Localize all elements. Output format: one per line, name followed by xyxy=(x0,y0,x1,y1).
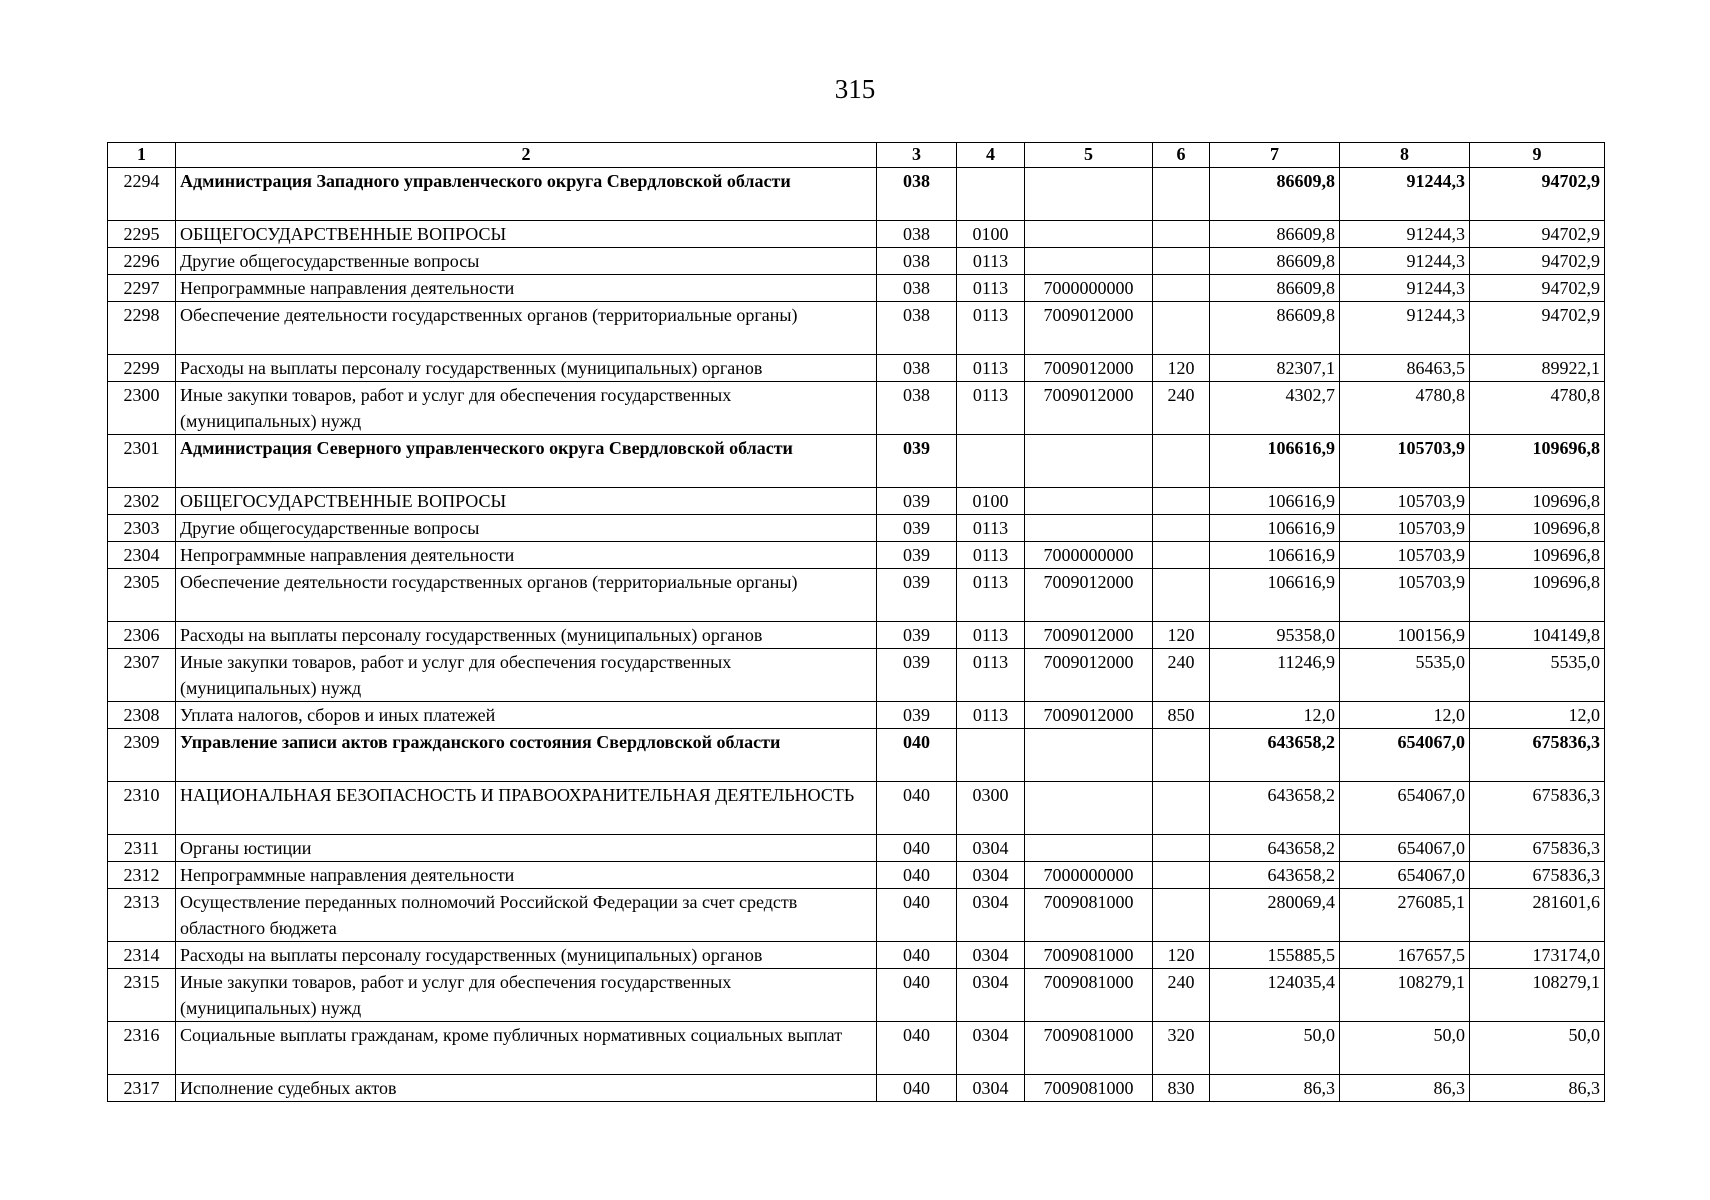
row-name: Иные закупки товаров, работ и услуг для обеспечения государственных (муниципальных) нужд xyxy=(176,382,877,435)
ministry-code: 038 xyxy=(877,221,957,248)
section-code: 0113 xyxy=(957,275,1025,302)
amount-year-2: 276085,1 xyxy=(1340,889,1470,942)
ministry-code: 038 xyxy=(877,248,957,275)
amount-year-1: 124035,4 xyxy=(1210,969,1340,1022)
column-header: 9 xyxy=(1470,143,1605,168)
target-article-code: 7009081000 xyxy=(1025,942,1153,969)
section-code: 0304 xyxy=(957,1075,1025,1102)
row-name: Иные закупки товаров, работ и услуг для обеспечения государственных (муниципальных) нужд xyxy=(176,969,877,1022)
amount-year-1: 106616,9 xyxy=(1210,488,1340,515)
ministry-code: 038 xyxy=(877,168,957,221)
row-number: 2307 xyxy=(108,649,176,702)
expense-type-code xyxy=(1153,782,1210,835)
row-number: 2305 xyxy=(108,569,176,622)
expense-type-code xyxy=(1153,221,1210,248)
row-name: Исполнение судебных актов xyxy=(176,1075,877,1102)
section-code: 0304 xyxy=(957,889,1025,942)
amount-year-1: 11246,9 xyxy=(1210,649,1340,702)
amount-year-2: 105703,9 xyxy=(1340,488,1470,515)
table-row xyxy=(108,435,1605,488)
column-header: 8 xyxy=(1340,143,1470,168)
target-article-code xyxy=(1025,835,1153,862)
amount-year-3: 86,3 xyxy=(1470,1075,1605,1102)
amount-year-2: 86463,5 xyxy=(1340,355,1470,382)
amount-year-2: 100156,9 xyxy=(1340,622,1470,649)
expense-type-code xyxy=(1153,862,1210,889)
section-code xyxy=(957,168,1025,221)
expense-type-code xyxy=(1153,168,1210,221)
section-code: 0113 xyxy=(957,702,1025,729)
amount-year-3: 94702,9 xyxy=(1470,275,1605,302)
table-row xyxy=(108,168,1605,221)
amount-year-3: 675836,3 xyxy=(1470,782,1605,835)
amount-year-2: 654067,0 xyxy=(1340,729,1470,782)
amount-year-3: 281601,6 xyxy=(1470,889,1605,942)
amount-year-2: 50,0 xyxy=(1340,1022,1470,1075)
target-article-code xyxy=(1025,168,1153,221)
amount-year-1: 95358,0 xyxy=(1210,622,1340,649)
amount-year-2: 105703,9 xyxy=(1340,435,1470,488)
expense-type-code xyxy=(1153,515,1210,542)
row-number: 2298 xyxy=(108,302,176,355)
target-article-code: 7000000000 xyxy=(1025,275,1153,302)
amount-year-2: 654067,0 xyxy=(1340,862,1470,889)
ministry-code: 040 xyxy=(877,729,957,782)
row-number: 2297 xyxy=(108,275,176,302)
row-number: 2296 xyxy=(108,248,176,275)
row-name: Органы юстиции xyxy=(176,835,877,862)
amount-year-1: 86609,8 xyxy=(1210,248,1340,275)
expense-type-code: 120 xyxy=(1153,942,1210,969)
expense-type-code: 240 xyxy=(1153,649,1210,702)
expense-type-code: 240 xyxy=(1153,382,1210,435)
column-header: 5 xyxy=(1025,143,1153,168)
expense-type-code xyxy=(1153,542,1210,569)
amount-year-2: 167657,5 xyxy=(1340,942,1470,969)
section-code: 0300 xyxy=(957,782,1025,835)
column-header: 4 xyxy=(957,143,1025,168)
ministry-code: 039 xyxy=(877,702,957,729)
amount-year-2: 91244,3 xyxy=(1340,248,1470,275)
row-number: 2310 xyxy=(108,782,176,835)
row-number: 2301 xyxy=(108,435,176,488)
amount-year-2: 91244,3 xyxy=(1340,168,1470,221)
section-code xyxy=(957,729,1025,782)
row-number: 2294 xyxy=(108,168,176,221)
amount-year-2: 654067,0 xyxy=(1340,835,1470,862)
row-number: 2300 xyxy=(108,382,176,435)
expense-type-code: 320 xyxy=(1153,1022,1210,1075)
target-article-code: 7009081000 xyxy=(1025,1075,1153,1102)
section-code: 0113 xyxy=(957,382,1025,435)
expense-type-code: 120 xyxy=(1153,622,1210,649)
table-row xyxy=(108,515,1605,542)
table-row xyxy=(108,969,1605,1022)
row-number: 2313 xyxy=(108,889,176,942)
row-name: Обеспечение деятельности государственных органов (территориальные органы) xyxy=(176,569,877,622)
section-code: 0304 xyxy=(957,1022,1025,1075)
section-code: 0113 xyxy=(957,355,1025,382)
table-body xyxy=(108,168,1605,1102)
budget-table xyxy=(107,142,1605,1102)
table-row xyxy=(108,622,1605,649)
expense-type-code xyxy=(1153,729,1210,782)
target-article-code xyxy=(1025,515,1153,542)
row-name: ОБЩЕГОСУДАРСТВЕННЫЕ ВОПРОСЫ xyxy=(176,488,877,515)
ministry-code: 038 xyxy=(877,382,957,435)
amount-year-1: 280069,4 xyxy=(1210,889,1340,942)
ministry-code: 039 xyxy=(877,488,957,515)
target-article-code: 7009012000 xyxy=(1025,569,1153,622)
target-article-code xyxy=(1025,488,1153,515)
row-number: 2299 xyxy=(108,355,176,382)
table-row xyxy=(108,302,1605,355)
amount-year-1: 86609,8 xyxy=(1210,168,1340,221)
row-number: 2317 xyxy=(108,1075,176,1102)
amount-year-2: 654067,0 xyxy=(1340,782,1470,835)
amount-year-2: 105703,9 xyxy=(1340,515,1470,542)
ministry-code: 040 xyxy=(877,782,957,835)
amount-year-1: 106616,9 xyxy=(1210,542,1340,569)
amount-year-3: 109696,8 xyxy=(1470,435,1605,488)
section-code: 0113 xyxy=(957,649,1025,702)
row-name: Расходы на выплаты персоналу государственных (муниципальных) органов xyxy=(176,942,877,969)
ministry-code: 039 xyxy=(877,569,957,622)
column-header: 1 xyxy=(108,143,176,168)
target-article-code xyxy=(1025,248,1153,275)
amount-year-1: 643658,2 xyxy=(1210,862,1340,889)
target-article-code: 7000000000 xyxy=(1025,542,1153,569)
amount-year-1: 155885,5 xyxy=(1210,942,1340,969)
row-name: Иные закупки товаров, работ и услуг для обеспечения государственных (муниципальных) нужд xyxy=(176,649,877,702)
ministry-code: 040 xyxy=(877,835,957,862)
header-row xyxy=(108,143,1605,168)
target-article-code: 7000000000 xyxy=(1025,862,1153,889)
expense-type-code xyxy=(1153,889,1210,942)
section-code: 0113 xyxy=(957,302,1025,355)
section-code: 0304 xyxy=(957,862,1025,889)
ministry-code: 038 xyxy=(877,302,957,355)
amount-year-3: 675836,3 xyxy=(1470,862,1605,889)
expense-type-code xyxy=(1153,302,1210,355)
amount-year-3: 94702,9 xyxy=(1470,302,1605,355)
amount-year-3: 109696,8 xyxy=(1470,542,1605,569)
ministry-code: 039 xyxy=(877,649,957,702)
ministry-code: 039 xyxy=(877,542,957,569)
amount-year-1: 4302,7 xyxy=(1210,382,1340,435)
row-number: 2312 xyxy=(108,862,176,889)
amount-year-3: 109696,8 xyxy=(1470,569,1605,622)
amount-year-3: 94702,9 xyxy=(1470,168,1605,221)
row-number: 2311 xyxy=(108,835,176,862)
row-name: ОБЩЕГОСУДАРСТВЕННЫЕ ВОПРОСЫ xyxy=(176,221,877,248)
table-row xyxy=(108,542,1605,569)
ministry-code: 040 xyxy=(877,942,957,969)
row-number: 2316 xyxy=(108,1022,176,1075)
row-name: Непрограммные направления деятельности xyxy=(176,862,877,889)
table-row xyxy=(108,355,1605,382)
amount-year-3: 50,0 xyxy=(1470,1022,1605,1075)
ministry-code: 040 xyxy=(877,969,957,1022)
section-code: 0304 xyxy=(957,835,1025,862)
expense-type-code xyxy=(1153,488,1210,515)
table-row xyxy=(108,221,1605,248)
ministry-code: 039 xyxy=(877,435,957,488)
amount-year-3: 89922,1 xyxy=(1470,355,1605,382)
expense-type-code: 830 xyxy=(1153,1075,1210,1102)
section-code: 0113 xyxy=(957,542,1025,569)
amount-year-1: 82307,1 xyxy=(1210,355,1340,382)
amount-year-2: 12,0 xyxy=(1340,702,1470,729)
target-article-code: 7009081000 xyxy=(1025,1022,1153,1075)
table-row xyxy=(108,569,1605,622)
target-article-code: 7009012000 xyxy=(1025,302,1153,355)
section-code: 0100 xyxy=(957,221,1025,248)
amount-year-3: 109696,8 xyxy=(1470,515,1605,542)
ministry-code: 040 xyxy=(877,889,957,942)
row-name: Управление записи актов гражданского состояния Свердловской области xyxy=(176,729,877,782)
table-row xyxy=(108,835,1605,862)
row-number: 2309 xyxy=(108,729,176,782)
ministry-code: 040 xyxy=(877,1075,957,1102)
table-row xyxy=(108,275,1605,302)
table-row xyxy=(108,248,1605,275)
table-row xyxy=(108,782,1605,835)
row-number: 2308 xyxy=(108,702,176,729)
amount-year-3: 108279,1 xyxy=(1470,969,1605,1022)
row-number: 2303 xyxy=(108,515,176,542)
table-row xyxy=(108,729,1605,782)
section-code: 0304 xyxy=(957,942,1025,969)
expense-type-code xyxy=(1153,435,1210,488)
row-number: 2306 xyxy=(108,622,176,649)
row-name: Расходы на выплаты персоналу государственных (муниципальных) органов xyxy=(176,622,877,649)
ministry-code: 038 xyxy=(877,355,957,382)
expense-type-code: 240 xyxy=(1153,969,1210,1022)
table-row xyxy=(108,889,1605,942)
section-code: 0100 xyxy=(957,488,1025,515)
ministry-code: 039 xyxy=(877,515,957,542)
amount-year-1: 86609,8 xyxy=(1210,275,1340,302)
table-row xyxy=(108,382,1605,435)
expense-type-code xyxy=(1153,248,1210,275)
ministry-code: 040 xyxy=(877,1022,957,1075)
ministry-code: 038 xyxy=(877,275,957,302)
section-code: 0113 xyxy=(957,569,1025,622)
row-name: Социальные выплаты гражданам, кроме публичных нормативных социальных выплат xyxy=(176,1022,877,1075)
amount-year-3: 94702,9 xyxy=(1470,248,1605,275)
target-article-code xyxy=(1025,782,1153,835)
row-name: НАЦИОНАЛЬНАЯ БЕЗОПАСНОСТЬ И ПРАВООХРАНИТЕЛЬНАЯ ДЕЯТЕЛЬНОСТЬ xyxy=(176,782,877,835)
expense-type-code: 120 xyxy=(1153,355,1210,382)
amount-year-1: 106616,9 xyxy=(1210,515,1340,542)
page-number: 315 xyxy=(834,74,876,104)
ministry-code: 040 xyxy=(877,862,957,889)
table-row xyxy=(108,702,1605,729)
section-code: 0113 xyxy=(957,515,1025,542)
amount-year-1: 643658,2 xyxy=(1210,835,1340,862)
amount-year-2: 91244,3 xyxy=(1340,221,1470,248)
row-name: Непрограммные направления деятельности xyxy=(176,275,877,302)
row-number: 2302 xyxy=(108,488,176,515)
amount-year-2: 105703,9 xyxy=(1340,542,1470,569)
amount-year-3: 675836,3 xyxy=(1470,729,1605,782)
target-article-code: 7009012000 xyxy=(1025,355,1153,382)
row-name: Другие общегосударственные вопросы xyxy=(176,515,877,542)
row-name: Обеспечение деятельности государственных органов (территориальные органы) xyxy=(176,302,877,355)
row-name: Другие общегосударственные вопросы xyxy=(176,248,877,275)
table-row xyxy=(108,488,1605,515)
target-article-code xyxy=(1025,729,1153,782)
amount-year-1: 86609,8 xyxy=(1210,302,1340,355)
amount-year-1: 643658,2 xyxy=(1210,729,1340,782)
row-name: Непрограммные направления деятельности xyxy=(176,542,877,569)
column-header: 6 xyxy=(1153,143,1210,168)
row-number: 2304 xyxy=(108,542,176,569)
target-article-code: 7009012000 xyxy=(1025,622,1153,649)
column-header: 3 xyxy=(877,143,957,168)
ministry-code: 039 xyxy=(877,622,957,649)
row-name: Расходы на выплаты персоналу государственных (муниципальных) органов xyxy=(176,355,877,382)
column-header: 2 xyxy=(176,143,877,168)
amount-year-2: 91244,3 xyxy=(1340,275,1470,302)
column-header: 7 xyxy=(1210,143,1340,168)
amount-year-3: 5535,0 xyxy=(1470,649,1605,702)
amount-year-2: 108279,1 xyxy=(1340,969,1470,1022)
target-article-code: 7009012000 xyxy=(1025,649,1153,702)
row-name: Администрация Северного управленческого округа Свердловской области xyxy=(176,435,877,488)
target-article-code xyxy=(1025,221,1153,248)
expense-type-code xyxy=(1153,275,1210,302)
section-code: 0304 xyxy=(957,969,1025,1022)
expense-type-code xyxy=(1153,569,1210,622)
expense-type-code: 850 xyxy=(1153,702,1210,729)
table-row xyxy=(108,649,1605,702)
amount-year-3: 94702,9 xyxy=(1470,221,1605,248)
amount-year-2: 86,3 xyxy=(1340,1075,1470,1102)
target-article-code: 7009012000 xyxy=(1025,702,1153,729)
amount-year-1: 86,3 xyxy=(1210,1075,1340,1102)
amount-year-3: 109696,8 xyxy=(1470,488,1605,515)
section-code: 0113 xyxy=(957,622,1025,649)
amount-year-1: 86609,8 xyxy=(1210,221,1340,248)
target-article-code: 7009081000 xyxy=(1025,969,1153,1022)
table-row xyxy=(108,1075,1605,1102)
amount-year-3: 675836,3 xyxy=(1470,835,1605,862)
amount-year-2: 105703,9 xyxy=(1340,569,1470,622)
amount-year-2: 91244,3 xyxy=(1340,302,1470,355)
row-name: Уплата налогов, сборов и иных платежей xyxy=(176,702,877,729)
amount-year-1: 50,0 xyxy=(1210,1022,1340,1075)
target-article-code xyxy=(1025,435,1153,488)
amount-year-2: 5535,0 xyxy=(1340,649,1470,702)
table-row xyxy=(108,862,1605,889)
section-code: 0113 xyxy=(957,248,1025,275)
table-row xyxy=(108,1022,1605,1075)
row-number: 2314 xyxy=(108,942,176,969)
row-name: Администрация Западного управленческого округа Свердловской области xyxy=(176,168,877,221)
amount-year-3: 4780,8 xyxy=(1470,382,1605,435)
amount-year-1: 106616,9 xyxy=(1210,435,1340,488)
amount-year-3: 173174,0 xyxy=(1470,942,1605,969)
amount-year-1: 643658,2 xyxy=(1210,782,1340,835)
table-row xyxy=(108,942,1605,969)
amount-year-2: 4780,8 xyxy=(1340,382,1470,435)
amount-year-3: 12,0 xyxy=(1470,702,1605,729)
target-article-code: 7009012000 xyxy=(1025,382,1153,435)
row-name: Осуществление переданных полномочий Российской Федерации за счет средств областного бюджета xyxy=(176,889,877,942)
expense-type-code xyxy=(1153,835,1210,862)
section-code xyxy=(957,435,1025,488)
amount-year-1: 12,0 xyxy=(1210,702,1340,729)
row-number: 2295 xyxy=(108,221,176,248)
amount-year-3: 104149,8 xyxy=(1470,622,1605,649)
target-article-code: 7009081000 xyxy=(1025,889,1153,942)
row-number: 2315 xyxy=(108,969,176,1022)
amount-year-1: 106616,9 xyxy=(1210,569,1340,622)
